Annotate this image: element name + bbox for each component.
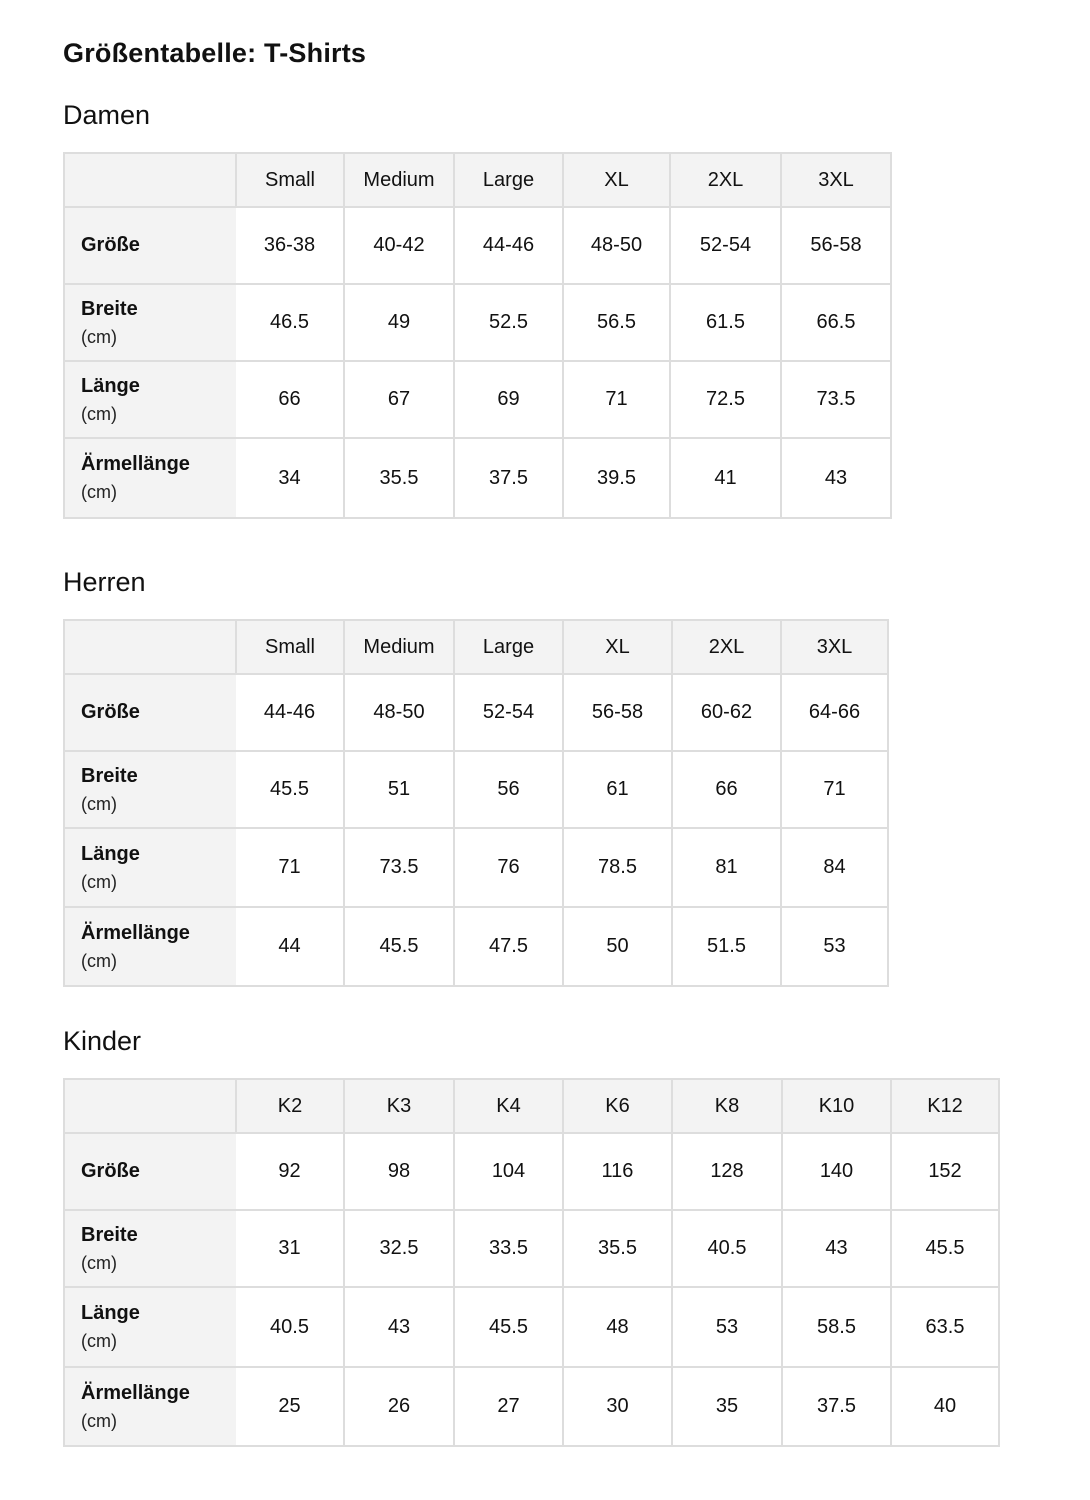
column-header: 2XL bbox=[672, 620, 781, 674]
row-header bbox=[64, 828, 236, 907]
table-row bbox=[64, 674, 888, 751]
row-header bbox=[64, 1367, 236, 1446]
table-cell: 35.5 bbox=[344, 438, 454, 518]
row-unit: (cm) bbox=[81, 1252, 117, 1273]
column-header: Large bbox=[454, 153, 563, 207]
table-cell: 49 bbox=[344, 284, 454, 361]
row-header bbox=[64, 361, 236, 438]
table-cell: 140 bbox=[782, 1133, 891, 1210]
column-header: Small bbox=[236, 620, 344, 674]
table-cell: 40-42 bbox=[344, 207, 454, 284]
table-row bbox=[64, 1210, 999, 1287]
table-row bbox=[64, 361, 891, 438]
table-cell: 30 bbox=[563, 1367, 672, 1446]
table-row bbox=[64, 207, 891, 284]
row-unit: (cm) bbox=[81, 871, 117, 892]
row-header bbox=[64, 751, 236, 828]
table-cell: 56 bbox=[454, 751, 563, 828]
row-header bbox=[64, 284, 236, 361]
column-header: K12 bbox=[891, 1079, 999, 1133]
table-cell: 104 bbox=[454, 1133, 563, 1210]
table-cell: 92 bbox=[236, 1133, 344, 1210]
column-header: 2XL bbox=[670, 153, 781, 207]
table-row bbox=[64, 751, 888, 828]
table-cell: 71 bbox=[781, 751, 888, 828]
column-header: K3 bbox=[344, 1079, 454, 1133]
table-cell: 44-46 bbox=[454, 207, 563, 284]
table-cell: 84 bbox=[781, 828, 888, 907]
row-header bbox=[64, 438, 236, 518]
table-cell: 40.5 bbox=[236, 1287, 344, 1367]
row-label: Länge bbox=[81, 374, 140, 397]
table-cell: 98 bbox=[344, 1133, 454, 1210]
row-label: Ärmellänge bbox=[81, 1381, 190, 1404]
table-cell: 152 bbox=[891, 1133, 999, 1210]
row-label: Größe bbox=[81, 1160, 140, 1182]
column-header: 3XL bbox=[781, 620, 888, 674]
table-cell: 128 bbox=[672, 1133, 782, 1210]
column-header: K2 bbox=[236, 1079, 344, 1133]
table-cell: 66 bbox=[672, 751, 781, 828]
table-cell: 37.5 bbox=[782, 1367, 891, 1446]
column-header: K10 bbox=[782, 1079, 891, 1133]
row-unit: (cm) bbox=[81, 793, 117, 814]
size-table-kinder bbox=[63, 1078, 1000, 1447]
table-cell: 36-38 bbox=[236, 207, 344, 284]
column-header: 3XL bbox=[781, 153, 891, 207]
table-cell: 73.5 bbox=[344, 828, 454, 907]
size-table-damen bbox=[63, 152, 892, 519]
section-title-kinder: Kinder bbox=[63, 1026, 142, 1056]
table-cell: 56-58 bbox=[563, 674, 672, 751]
corner-cell bbox=[64, 1079, 236, 1133]
table-cell: 47.5 bbox=[454, 907, 563, 986]
corner-cell bbox=[64, 620, 236, 674]
column-header: K6 bbox=[563, 1079, 672, 1133]
table-cell: 64-66 bbox=[781, 674, 888, 751]
table-row bbox=[64, 284, 891, 361]
table-cell: 76 bbox=[454, 828, 563, 907]
row-label: Breite bbox=[81, 1223, 138, 1246]
column-header: K8 bbox=[672, 1079, 782, 1133]
column-header: XL bbox=[563, 620, 672, 674]
table-cell: 53 bbox=[672, 1287, 782, 1367]
table-cell: 43 bbox=[781, 438, 891, 518]
corner-cell bbox=[64, 153, 236, 207]
row-header bbox=[64, 907, 236, 986]
table-header-row bbox=[64, 1079, 999, 1133]
table-cell: 46.5 bbox=[236, 284, 344, 361]
table-cell: 72.5 bbox=[670, 361, 781, 438]
table-cell: 63.5 bbox=[891, 1287, 999, 1367]
row-header bbox=[64, 207, 236, 284]
table-cell: 40.5 bbox=[672, 1210, 782, 1287]
table-row bbox=[64, 1133, 999, 1210]
row-header bbox=[64, 1287, 236, 1367]
table-cell: 45.5 bbox=[236, 751, 344, 828]
row-label: Breite bbox=[81, 297, 138, 320]
table-row bbox=[64, 1287, 999, 1367]
table-cell: 45.5 bbox=[454, 1287, 563, 1367]
table-row bbox=[64, 907, 888, 986]
row-label: Ärmellänge bbox=[81, 453, 190, 475]
table-row bbox=[64, 438, 891, 518]
table-cell: 61.5 bbox=[670, 284, 781, 361]
section-title-herren: Herren bbox=[63, 567, 146, 597]
table-cell: 52-54 bbox=[670, 207, 781, 284]
table-cell: 25 bbox=[236, 1367, 344, 1446]
size-table-herren bbox=[63, 619, 889, 987]
column-header: K4 bbox=[454, 1079, 563, 1133]
table-cell: 52-54 bbox=[454, 674, 563, 751]
table-cell: 81 bbox=[672, 828, 781, 907]
row-unit: (cm) bbox=[81, 950, 117, 971]
row-unit: (cm) bbox=[81, 482, 117, 502]
table-cell: 73.5 bbox=[781, 361, 891, 438]
table-header-row bbox=[64, 153, 891, 207]
table-row bbox=[64, 828, 888, 907]
table-cell: 78.5 bbox=[563, 828, 672, 907]
row-unit: (cm) bbox=[81, 326, 117, 347]
table-cell: 48-50 bbox=[344, 674, 454, 751]
table-cell: 44 bbox=[236, 907, 344, 986]
column-header: Medium bbox=[344, 153, 454, 207]
table-cell: 32.5 bbox=[344, 1210, 454, 1287]
table-cell: 116 bbox=[563, 1133, 672, 1210]
table-cell: 43 bbox=[344, 1287, 454, 1367]
row-unit: (cm) bbox=[81, 1410, 117, 1431]
table-cell: 39.5 bbox=[563, 438, 670, 518]
table-cell: 34 bbox=[236, 438, 344, 518]
row-header bbox=[64, 674, 236, 751]
table-cell: 37.5 bbox=[454, 438, 563, 518]
table-cell: 40 bbox=[891, 1367, 999, 1446]
table-cell: 43 bbox=[782, 1210, 891, 1287]
table-cell: 51 bbox=[344, 751, 454, 828]
table-cell: 56-58 bbox=[781, 207, 891, 284]
column-header: XL bbox=[563, 153, 670, 207]
row-unit: (cm) bbox=[81, 1331, 117, 1351]
table-cell: 45.5 bbox=[344, 907, 454, 986]
table-header-row bbox=[64, 620, 888, 674]
table-cell: 33.5 bbox=[454, 1210, 563, 1287]
table-cell: 35 bbox=[672, 1367, 782, 1446]
table-cell: 66.5 bbox=[781, 284, 891, 361]
row-label: Ärmellänge bbox=[81, 921, 190, 944]
table-cell: 48 bbox=[563, 1287, 672, 1367]
table-cell: 35.5 bbox=[563, 1210, 672, 1287]
table-cell: 31 bbox=[236, 1210, 344, 1287]
table-cell: 69 bbox=[454, 361, 563, 438]
table-cell: 52.5 bbox=[454, 284, 563, 361]
table-cell: 27 bbox=[454, 1367, 563, 1446]
row-label: Länge bbox=[81, 1302, 140, 1324]
row-label: Größe bbox=[81, 234, 140, 256]
table-row bbox=[64, 1367, 999, 1446]
table-cell: 71 bbox=[236, 828, 344, 907]
table-cell: 26 bbox=[344, 1367, 454, 1446]
page-title: Größentabelle: T-Shirts bbox=[63, 38, 367, 68]
table-cell: 48-50 bbox=[563, 207, 670, 284]
table-cell: 67 bbox=[344, 361, 454, 438]
column-header: Small bbox=[236, 153, 344, 207]
column-header: Medium bbox=[344, 620, 454, 674]
column-header: Large bbox=[454, 620, 563, 674]
table-cell: 61 bbox=[563, 751, 672, 828]
row-header bbox=[64, 1133, 236, 1210]
table-cell: 66 bbox=[236, 361, 344, 438]
table-cell: 41 bbox=[670, 438, 781, 518]
table-cell: 50 bbox=[563, 907, 672, 986]
row-label: Länge bbox=[81, 842, 140, 865]
table-cell: 60-62 bbox=[672, 674, 781, 751]
row-label: Breite bbox=[81, 764, 138, 787]
row-label: Größe bbox=[81, 701, 140, 723]
row-header bbox=[64, 1210, 236, 1287]
table-cell: 58.5 bbox=[782, 1287, 891, 1367]
table-cell: 56.5 bbox=[563, 284, 670, 361]
table-cell: 44-46 bbox=[236, 674, 344, 751]
section-title-damen: Damen bbox=[63, 100, 151, 130]
table-cell: 53 bbox=[781, 907, 888, 986]
table-cell: 45.5 bbox=[891, 1210, 999, 1287]
table-cell: 71 bbox=[563, 361, 670, 438]
table-cell: 51.5 bbox=[672, 907, 781, 986]
row-unit: (cm) bbox=[81, 403, 117, 424]
